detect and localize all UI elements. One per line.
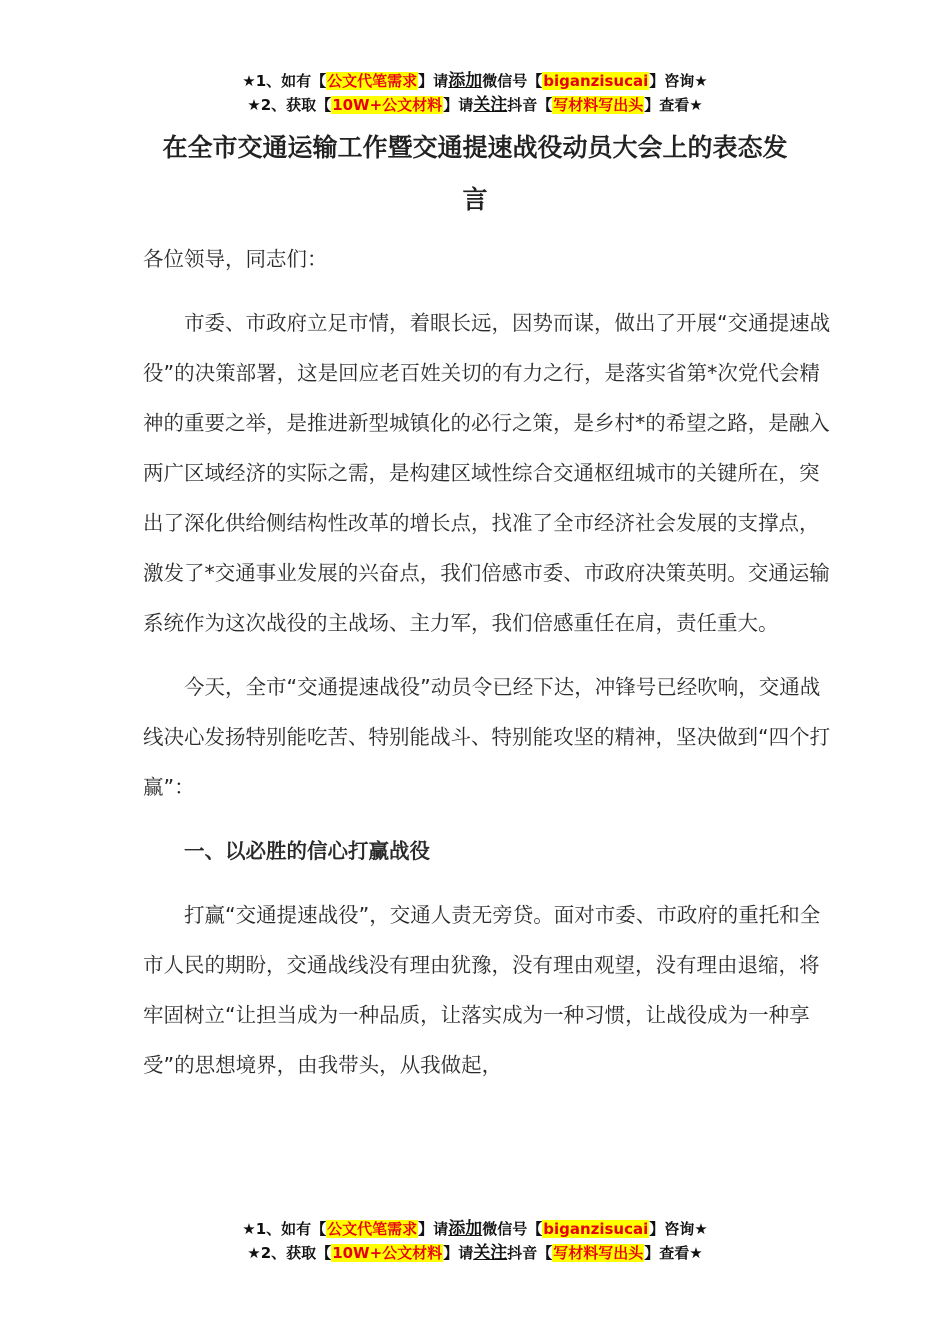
header-banner (0, 69, 950, 117)
banner-line-1: ★1、如有【公文代笔需求】请添加微信号【biganzisucai】咨询★ (242, 71, 708, 91)
section-heading-1: 一、以必胜的信心打赢战役 (184, 839, 430, 863)
footer-banner (0, 1217, 950, 1265)
paragraph-1: 市委、市政府立足市情，着眼长远，因势而谋，做出了开展“交通提速战役”的决策部署，这是回应老百姓关切的有力之行，是落实省第*次党代会精神的重要之举，是推进新型城镇化的必行之策，是乡村*的希望之路，是融入两广区域经济的实际之需，是构建区域性综合交通枢纽城市的关键所在，突出了深化供给侧结构性改革的增长点，找准了全市经济社会发展的支撑点，激发了*交通事业发展的兴奋点，我们倍感市委、市政府决策英明。交通运输系统作为这次战役的主战场、主力军，我们倍感重任在肩，责任重大。 (143, 311, 831, 635)
title-line-1: 在全市交通运输工作暨交通提速战役动员大会上的表态发 (162, 133, 788, 162)
greeting: 各位领导，同志们： (143, 247, 328, 271)
highlight-materials: 10W+公文材料 (332, 1244, 443, 1262)
document-title (140, 122, 810, 226)
paragraph-3: 打赢“交通提速战役”，交通人责无旁贷。面对市委、市政府的重托和全市人民的期盼，交通战线没有理由犹豫，没有理由观望，没有理由退缩，将牢固树立“让担当成为一种品质，让落实成为一种习惯，让战役成为一种享受”的思想境界，由我带头，从我做起， (143, 903, 821, 1077)
highlight-douyin: 写材料写出头 (553, 96, 644, 114)
highlight-wechat-id: biganzisucai (543, 1220, 649, 1238)
document-body (143, 234, 833, 1090)
banner-line-2: ★2、获取【10W+公文材料】请关注抖音【写材料写出头】查看★ (247, 95, 703, 115)
highlight-wechat-id: biganzisucai (543, 72, 649, 90)
highlight-service: 公文代笔需求 (327, 1220, 418, 1238)
banner-line-1: ★1、如有【公文代笔需求】请添加微信号【biganzisucai】咨询★ (242, 1219, 708, 1239)
paragraph-2: 今天，全市“交通提速战役”动员令已经下达，冲锋号已经吹响，交通战线决心发扬特别能吃苦、特别能战斗、特别能攻坚的精神，坚决做到“四个打赢”： (143, 675, 831, 799)
highlight-materials: 10W+公文材料 (332, 96, 443, 114)
title-line-2: 言 (462, 185, 488, 214)
banner-line-2: ★2、获取【10W+公文材料】请关注抖音【写材料写出头】查看★ (247, 1243, 703, 1263)
highlight-service: 公文代笔需求 (327, 72, 418, 90)
highlight-douyin: 写材料写出头 (553, 1244, 644, 1262)
